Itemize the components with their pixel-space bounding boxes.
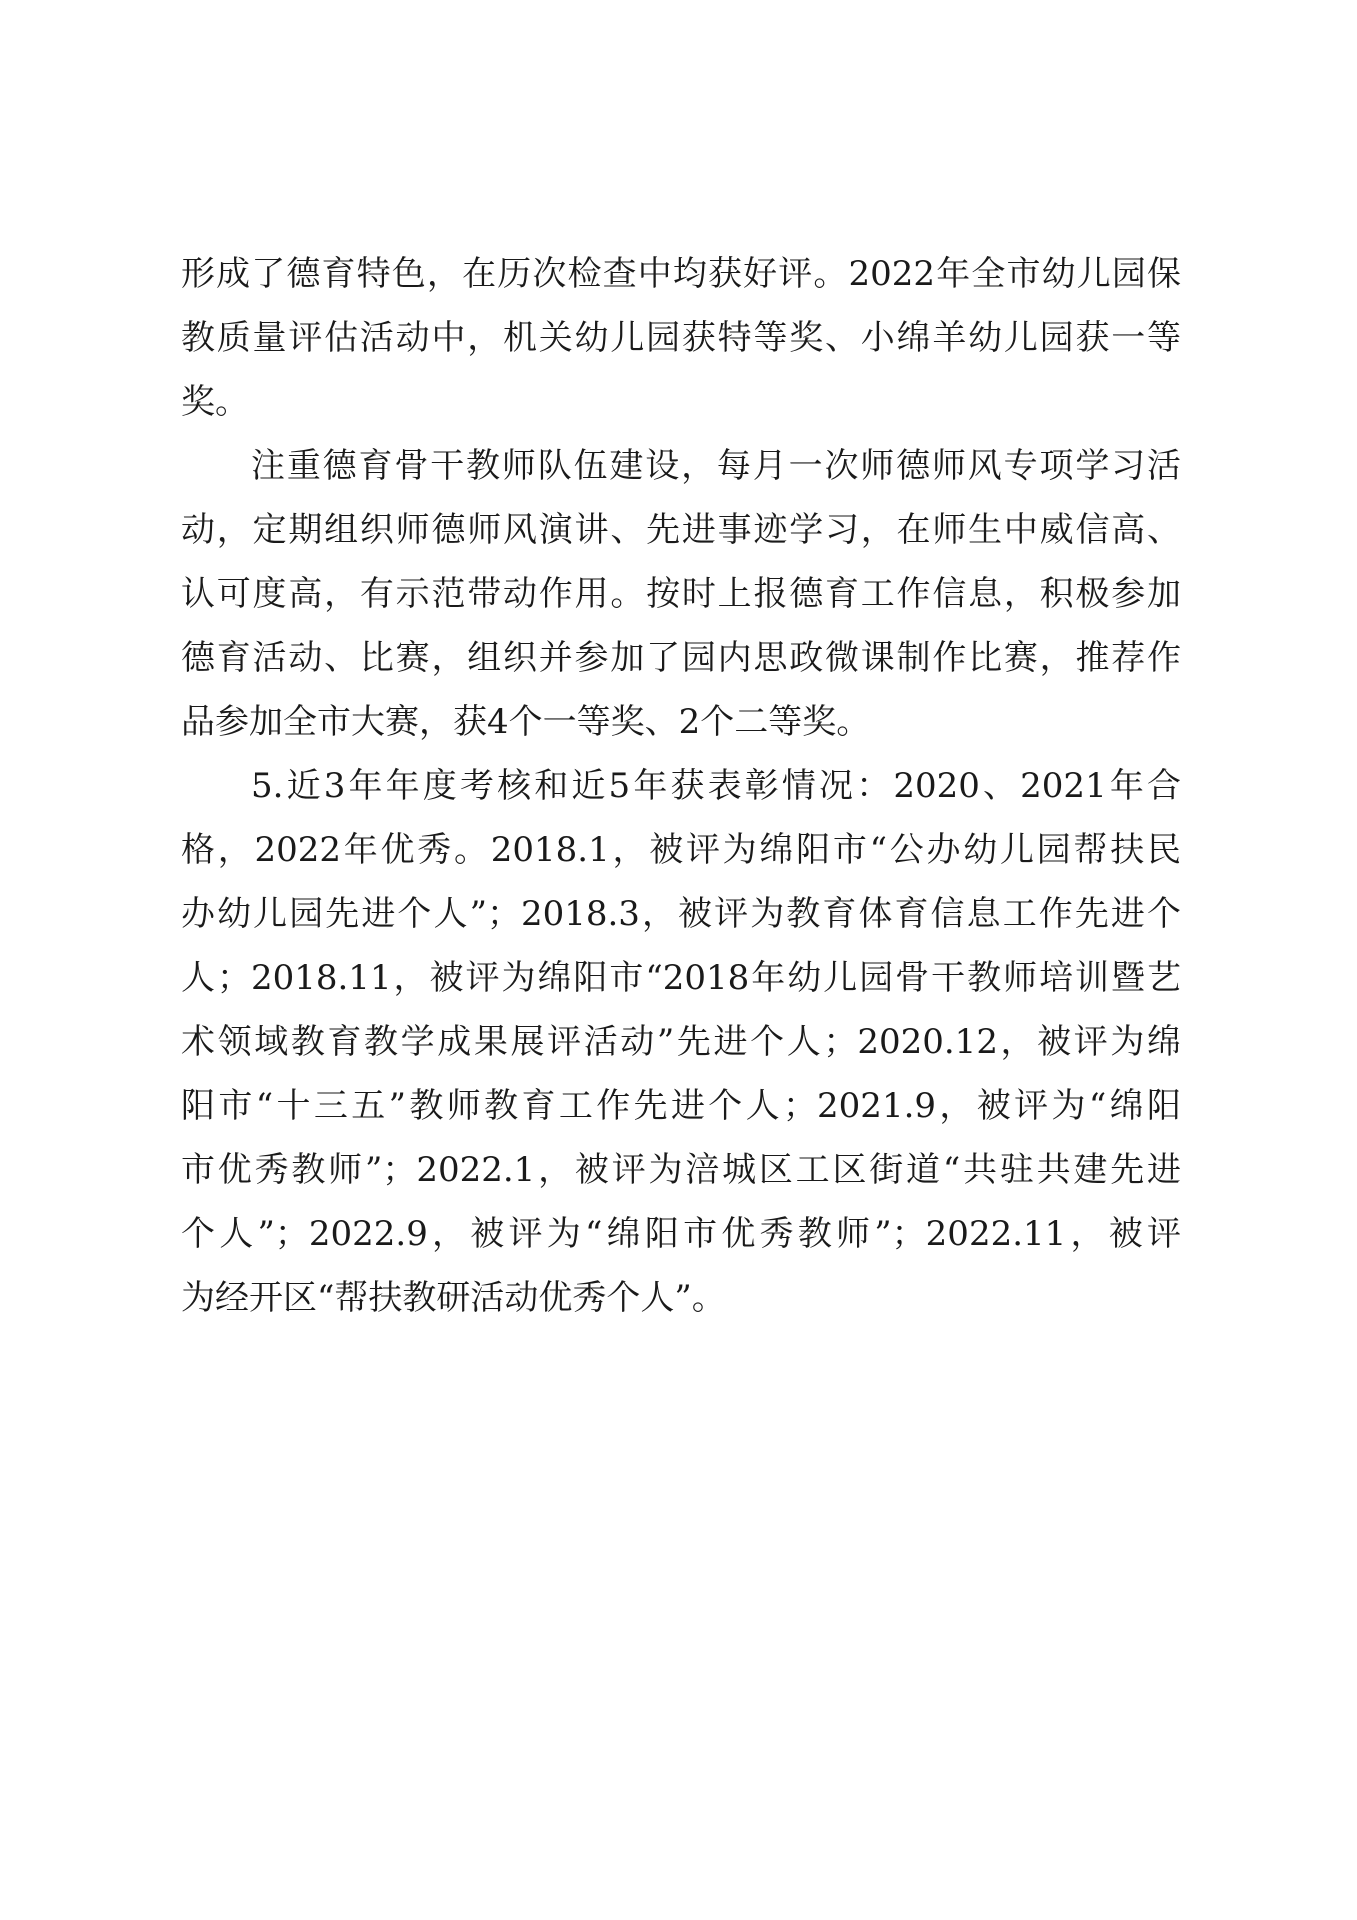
text-line: 注重德育骨干教师队伍建设，每月一次师德师风专项学习活 — [251, 446, 1181, 486]
text-line: 为经开区“帮扶教研活动优秀个人”。 — [181, 1278, 726, 1318]
text-line: 奖。 — [181, 382, 249, 422]
text-line: 市优秀教师”；2022.1，被评为涪城区工区街道“共驻共建先进 — [181, 1150, 1181, 1190]
text-line: 认可度高，有示范带动作用。按时上报德育工作信息，积极参加 — [181, 574, 1181, 614]
text-line: 术领域教育教学成果展评活动”先进个人；2020.12，被评为绵 — [181, 1022, 1181, 1062]
text-line: 5.近3年年度考核和近5年获表彰情况：2020、2021年合 — [251, 766, 1181, 806]
text-line: 人；2018.11，被评为绵阳市“2018年幼儿园骨干教师培训暨艺 — [181, 958, 1181, 998]
text-line: 教质量评估活动中，机关幼儿园获特等奖、小绵羊幼儿园获一等 — [181, 318, 1181, 358]
text-line: 动，定期组织师德师风演讲、先进事迹学习，在师生中威信高、 — [181, 510, 1181, 550]
document-body — [181, 242, 1181, 1330]
text-line: 阳市“十三五”教师教育工作先进个人；2021.9，被评为“绵阳 — [181, 1086, 1181, 1126]
text-line: 品参加全市大赛，获4个一等奖、2个二等奖。 — [181, 702, 871, 742]
paragraph-3 — [181, 754, 1181, 1330]
text-line: 个人”；2022.9，被评为“绵阳市优秀教师”；2022.11，被评 — [181, 1214, 1181, 1254]
paragraph-1 — [181, 242, 1181, 434]
text-line: 形成了德育特色，在历次检查中均获好评。2022年全市幼儿园保 — [181, 254, 1181, 294]
paragraph-2 — [181, 434, 1181, 754]
text-line: 德育活动、比赛，组织并参加了园内思政微课制作比赛，推荐作 — [181, 638, 1181, 678]
text-line: 格，2022年优秀。2018.1，被评为绵阳市“公办幼儿园帮扶民 — [181, 830, 1181, 870]
text-line: 办幼儿园先进个人”；2018.3，被评为教育体育信息工作先进个 — [181, 894, 1181, 934]
